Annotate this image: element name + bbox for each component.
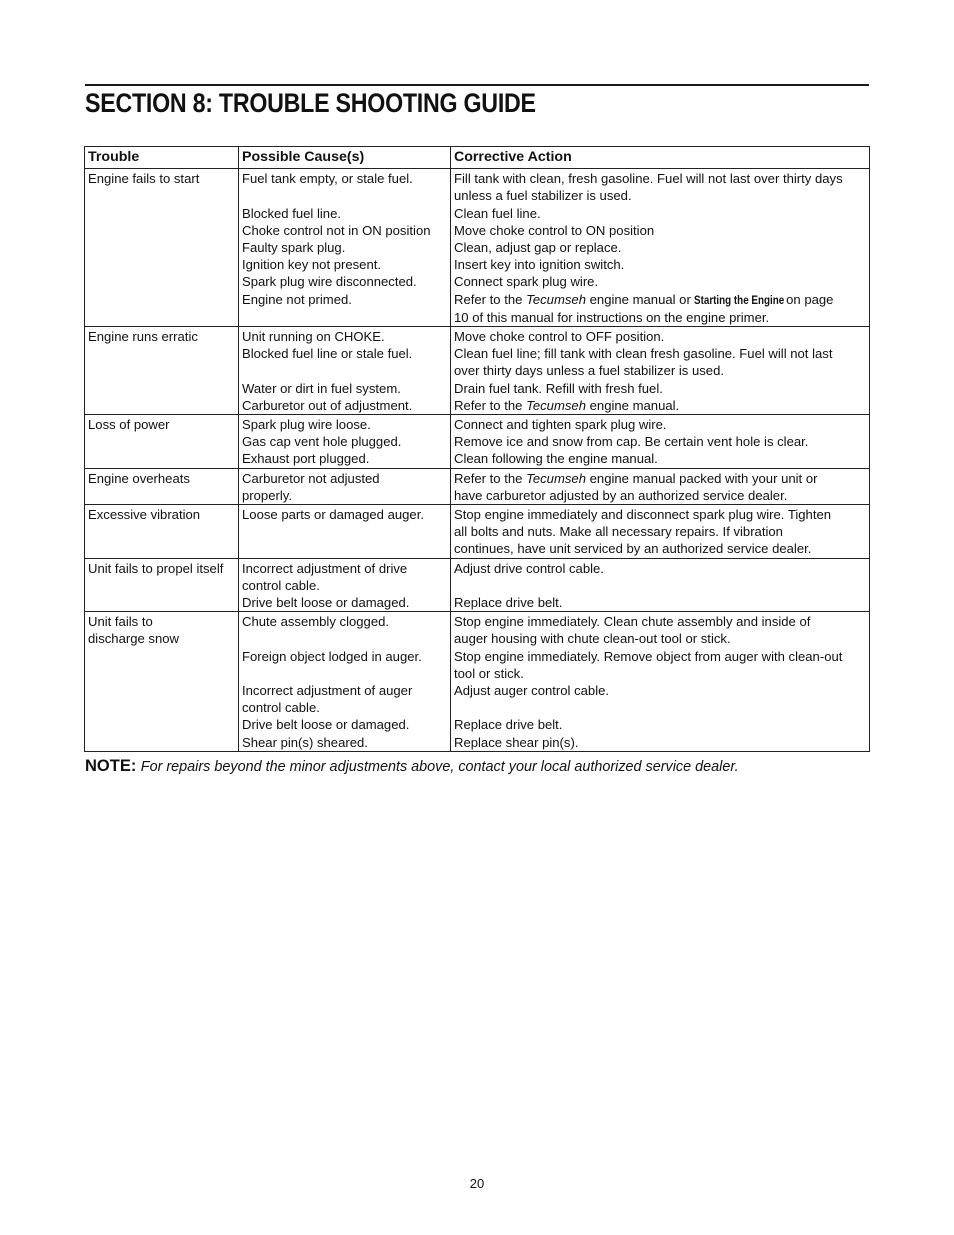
overheat-action-line (454, 470, 866, 487)
action-line: Remove ice and snow from cap. Be certain vent hole is clear. (454, 434, 809, 450)
table-row (85, 169, 870, 327)
trouble-text: Engine runs erratic (88, 329, 198, 345)
tecumseh-brand: Tecumseh (526, 291, 586, 307)
cause-line: Spark plug wire loose. (242, 417, 371, 433)
action-line: Connect spark plug wire. (454, 274, 599, 290)
section-rule (85, 84, 869, 86)
trouble-text: Loss of power (88, 417, 170, 433)
trouble-text: Unit fails to (88, 614, 153, 630)
primer-pre: Refer to the (454, 291, 527, 307)
table-row (85, 612, 870, 752)
trouble-cell (85, 327, 239, 415)
action-line: Stop engine immediately. Remove object from auger with clean-out (454, 648, 843, 664)
action-line: have carburetor adjusted by an authorized service dealer. (454, 487, 788, 503)
causes-cell (239, 612, 451, 752)
cause-line: Engine not primed. (242, 291, 352, 307)
trouble-cell (85, 558, 239, 612)
actions-cell (451, 415, 870, 469)
cause-line (242, 362, 447, 379)
table-row (85, 505, 870, 559)
action-line: Stop engine immediately. Clean chute assembly and inside of (454, 614, 811, 630)
action-line: auger housing with chute clean-out tool or stick. (454, 631, 731, 647)
actions-cell (451, 169, 870, 327)
action-line: Insert key into ignition switch. (454, 257, 625, 273)
cause-line: Carburetor not adjusted (242, 470, 380, 486)
trouble-cell (85, 505, 239, 559)
action-line: unless a fuel stabilizer is used. (454, 188, 632, 204)
cause-line: Exhaust port plugged. (242, 451, 370, 467)
cause-line: Carburetor out of adjustment. (242, 397, 413, 413)
table-row (85, 415, 870, 469)
action-line: continues, have unit serviced by an authorized service dealer. (454, 541, 812, 557)
overheat-post: engine manual packed with your unit or (586, 470, 818, 486)
action-line: Clean following the engine manual. (454, 451, 658, 467)
section-title: SECTION 8: TROUBLE SHOOTING GUIDE (85, 88, 536, 118)
action-line: Replace drive belt. (454, 595, 563, 611)
tecumseh-brand: Tecumseh (526, 470, 586, 486)
note (85, 757, 739, 776)
cause-line: Blocked fuel line. (242, 205, 341, 221)
trouble-text: Unit fails to propel itself (88, 560, 224, 576)
note-text: For repairs beyond the minor adjustments above, contact your local authorized service dealer. (140, 759, 739, 775)
causes-cell (239, 468, 451, 504)
actions-cell (451, 505, 870, 559)
action-line: Connect and tighten spark plug wire. (454, 417, 667, 433)
action-line: over thirty days unless a fuel stabilizer is used. (454, 363, 725, 379)
cause-line: Ignition key not present. (242, 257, 382, 273)
action-line: Replace drive belt. (454, 717, 563, 733)
cause-line: Shear pin(s) sheared. (242, 734, 368, 750)
page-number: 20 (469, 1176, 485, 1191)
action-line (454, 577, 866, 594)
tecumseh-brand: Tecumseh (526, 397, 586, 413)
action-line: Adjust drive control cable. (454, 560, 604, 576)
action-line: Adjust auger control cable. (454, 683, 610, 699)
cause-line: Chute assembly clogged. (242, 614, 390, 630)
action-line: all bolts and nuts. Make all necessary repairs. If vibration (454, 524, 783, 540)
trouble-text: Excessive vibration (88, 507, 201, 523)
primer-action-line (454, 291, 866, 309)
cause-line: Fuel tank empty, or stale fuel. (242, 171, 413, 187)
causes-cell (239, 505, 451, 559)
action-line: Clean fuel line; fill tank with clean fresh gasoline. Fuel will not last (454, 346, 833, 362)
trouble-cell (85, 169, 239, 327)
overheat-pre: Refer to the (454, 470, 527, 486)
cause-line: Gas cap vent hole plugged. (242, 434, 402, 450)
cause-line: Drive belt loose or damaged. (242, 717, 410, 733)
trouble-text: Engine overheats (88, 470, 190, 486)
cause-line: Faulty spark plug. (242, 240, 346, 255)
header-possible-causes: Possible Cause(s) (239, 147, 451, 169)
table-row (85, 468, 870, 504)
cause-line: Unit running on CHOKE. (242, 329, 385, 345)
cause-line: Water or dirt in fuel system. (242, 380, 401, 396)
cause-line (242, 187, 447, 204)
trouble-text: discharge snow (88, 631, 179, 647)
cause-line: Incorrect adjustment of drive (242, 560, 408, 576)
action-line: Move choke control to OFF position. (454, 329, 665, 345)
cause-line: properly. (242, 487, 292, 503)
cause-line (242, 665, 447, 682)
trouble-shooting-table (84, 146, 870, 752)
action-line: Drain fuel tank. Refill with fresh fuel. (454, 380, 663, 396)
cause-line: Spark plug wire disconnected. (242, 274, 417, 290)
carb-action-line (454, 397, 866, 414)
actions-cell (451, 612, 870, 752)
causes-cell (239, 169, 451, 327)
cause-line: Drive belt loose or damaged. (242, 595, 410, 611)
actions-cell (451, 558, 870, 612)
carb-pre: Refer to the (454, 397, 527, 413)
cause-line: Choke control not in ON position (242, 222, 431, 238)
causes-cell (239, 558, 451, 612)
note-label: NOTE: (85, 757, 137, 775)
trouble-cell (85, 415, 239, 469)
header-corrective-action: Corrective Action (451, 147, 870, 169)
action-line (454, 699, 866, 716)
action-line: Stop engine immediately and disconnect spark plug wire. Tighten (454, 507, 832, 523)
action-line: Clean fuel line. (454, 205, 541, 221)
action-line: tool or stick. (454, 665, 524, 681)
cause-line: Foreign object lodged in auger. (242, 648, 422, 664)
table-row (85, 558, 870, 612)
cause-line: Blocked fuel line or stale fuel. (242, 346, 413, 362)
causes-cell (239, 327, 451, 415)
action-line: Fill tank with clean, fresh gasoline. Fuel will not last over thirty days (454, 171, 843, 187)
causes-cell (239, 415, 451, 469)
actions-cell (451, 327, 870, 415)
cause-line: Incorrect adjustment of auger (242, 683, 413, 699)
action-line: Clean, adjust gap or replace. (454, 240, 622, 256)
cause-line: control cable. (242, 700, 320, 716)
carb-post: engine manual. (586, 397, 680, 413)
action-line: Replace shear pin(s). (454, 734, 579, 750)
table-row (85, 327, 870, 415)
cause-line: Loose parts or damaged auger. (242, 507, 424, 523)
table-header-row (85, 147, 870, 169)
starting-engine-reference: Starting the Engine (694, 292, 785, 307)
cause-line: control cable. (242, 577, 320, 593)
trouble-cell (85, 468, 239, 504)
primer-mid: engine manual or (586, 291, 695, 307)
header-trouble: Trouble (85, 147, 239, 169)
action-line: Move choke control to ON position (454, 222, 655, 238)
trouble-text: Engine fails to start (88, 171, 200, 187)
actions-cell (451, 468, 870, 504)
primer-action-line-2: 10 of this manual for instructions on the engine primer. (454, 309, 770, 325)
trouble-cell (85, 612, 239, 752)
cause-line (242, 630, 447, 647)
primer-post: on page (782, 291, 834, 307)
